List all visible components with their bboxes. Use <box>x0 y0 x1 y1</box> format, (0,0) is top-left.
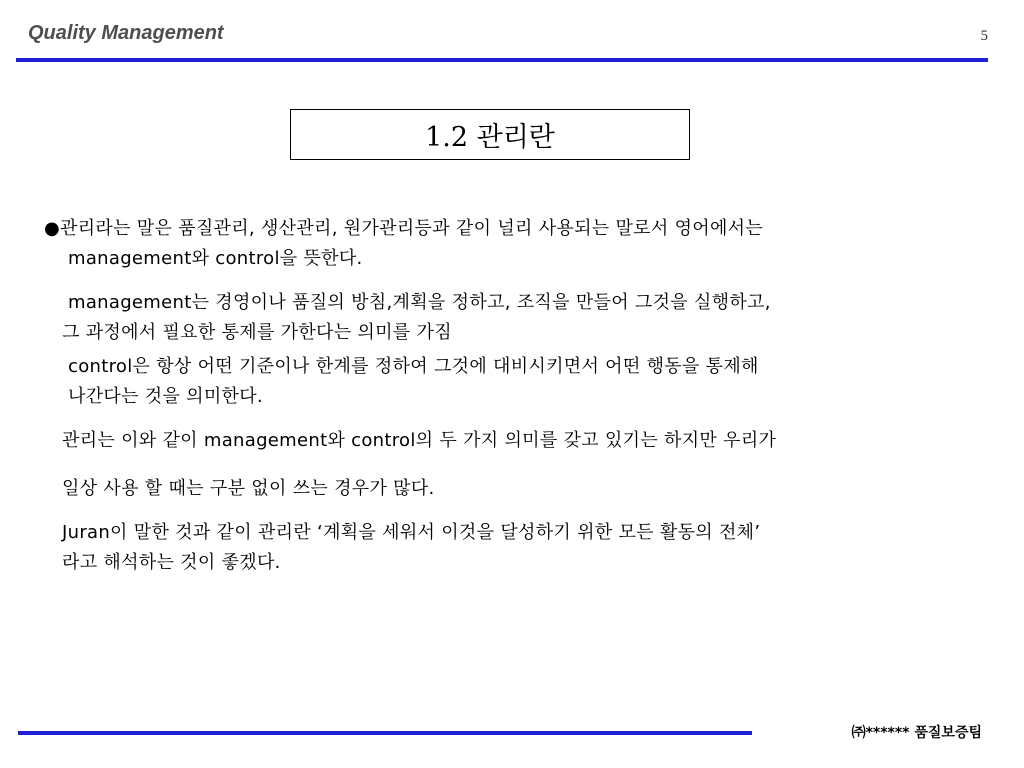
paragraph-juran <box>44 518 984 578</box>
body-line: 라고 해석하는 것이 좋겠다. <box>62 552 281 573</box>
body-line: ●관리라는 말은 품질관리, 생산관리, 원가관리등과 같이 널리 사용되는 말로서 영어에서는 <box>44 218 764 239</box>
footer-organization: ㈜****** 품질보증팀 <box>851 725 982 741</box>
paragraph-definition <box>44 214 984 274</box>
footer-rule <box>18 731 752 735</box>
body-line: 일상 사용 할 때는 구분 없이 쓰는 경우가 많다. <box>62 478 435 499</box>
body-line: 나간다는 것을 의미한다. <box>68 386 263 407</box>
page-number: 5 <box>980 28 988 44</box>
body-line: management와 control을 뜻한다. <box>68 248 363 269</box>
header-rule <box>16 58 988 62</box>
body-line: control은 항상 어떤 기준이나 한계를 정하여 그것에 대비시키면서 어떤 행동을 통제해 <box>68 356 759 377</box>
paragraph-usage <box>44 426 984 504</box>
slide-body <box>44 214 984 578</box>
body-line: 그 과정에서 필요한 통제를 가한다는 의미를 가짐 <box>62 322 452 343</box>
paragraph-management-control <box>44 288 984 412</box>
body-line: Juran이 말한 것과 같이 관리란 ‘계획을 세워서 이것을 달성하기 위한 모든 활동의 전체’ <box>62 522 761 543</box>
slide-title: 1.2 관리란 <box>290 109 690 160</box>
body-line: management는 경영이나 품질의 방침,계획을 정하고, 조직을 만들어 그것을 실행하고, <box>68 292 771 313</box>
header-title: Quality Management <box>28 22 224 44</box>
body-line: 관리는 이와 같이 management와 control의 두 가지 의미를 갖고 있기는 하지만 우리가 <box>62 430 777 451</box>
